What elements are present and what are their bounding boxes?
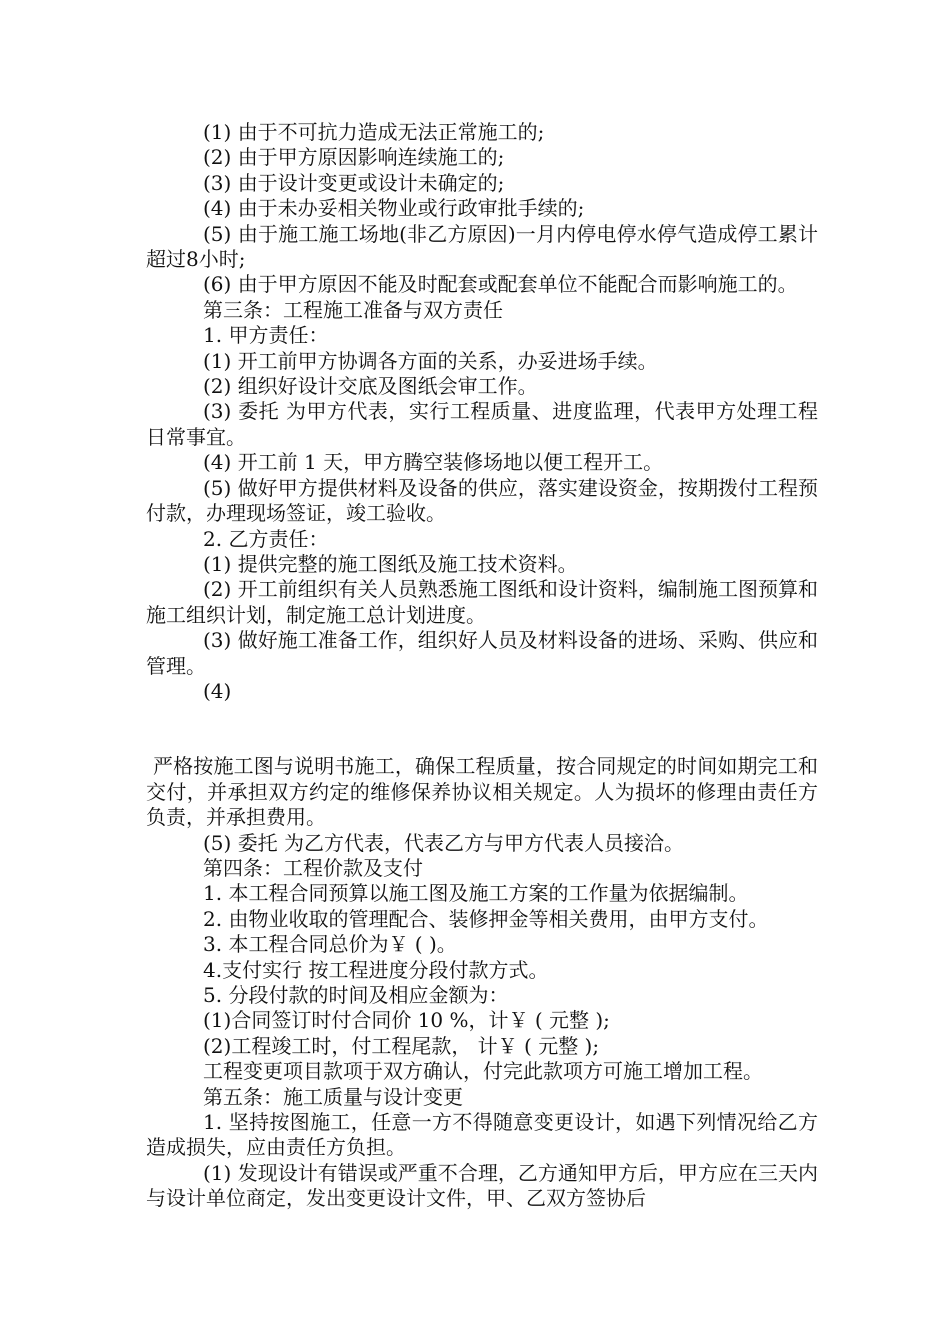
section-heading: 1. 甲方责任：: [203, 323, 329, 348]
clause-paragraph: (1) 发现设计有错误或严重不合理，乙方通知甲方后，甲方应在三天内与设计单位商定，发出变更设计文件，甲、乙双方签协后: [146, 1160, 818, 1211]
clause-paragraph: (2)工程竣工时，付工程尾款， 计￥ ( 元整 );: [203, 1033, 600, 1058]
clause-paragraph: (1) 开工前甲方协调各方面的关系，办妥进场手续。: [203, 348, 658, 373]
clause-paragraph: (6) 由于甲方原因不能及时配套或配套单位不能配合而影响施工的。: [203, 272, 798, 297]
clause-paragraph: (2) 开工前组织有关人员熟悉施工图纸和设计资料，编制施工图预算和施工组织计划，制定施工总计划进度。: [146, 577, 818, 627]
clause-paragraph: 工程变更项目款项于双方确认，付完此款项方可施工增加工程。: [203, 1059, 763, 1084]
clause-paragraph: 严格按施工图与说明书施工，确保工程质量，按合同规定的时间如期完工和交付，并承担双方约定的维修保养协议相关规定。人为损坏的修理由责任方负责，并承担费用。: [146, 754, 818, 830]
clause-paragraph: (2) 由于甲方原因影响连续施工的;: [203, 145, 505, 170]
clause-paragraph: (3) 由于设计变更或设计未确定的;: [203, 170, 505, 195]
clause-paragraph: (3) 做好施工准备工作，组织好人员及材料设备的进场、采购、供应和管理。: [146, 628, 818, 678]
article-heading: 第四条：工程价款及支付: [203, 855, 423, 880]
section-heading: 2. 乙方责任：: [203, 526, 329, 551]
clause-paragraph: (4): [203, 678, 232, 703]
clause-paragraph: (4) 开工前 1 天，甲方腾空装修场地以便工程开工。: [203, 450, 664, 475]
clause-paragraph: (3) 委托 为甲方代表，实行工程质量、进度监理，代表甲方处理工程日常事宜。: [146, 399, 818, 449]
clause-paragraph: (5) 由于施工施工场地(非乙方原因)一月内停电停水停气造成停工累计超过8小时;: [146, 221, 818, 272]
clause-paragraph: (4) 由于未办妥相关物业或行政审批手续的;: [203, 196, 585, 221]
clause-paragraph: (2) 组织好设计交底及图纸会审工作。: [203, 374, 538, 399]
clause-paragraph: 2. 由物业收取的管理配合、装修押金等相关费用，由甲方支付。: [203, 906, 769, 931]
contract-text-body: [146, 120, 818, 1212]
clause-paragraph: 1. 坚持按图施工，任意一方不得随意变更设计，如遇下列情况给乙方造成损失，应由责任方负担。: [146, 1110, 818, 1160]
clause-paragraph: 3. 本工程合同总价为￥ ( )。: [203, 932, 457, 957]
clause-paragraph: 4.支付实行 按工程进度分段付款方式。: [203, 957, 549, 982]
clause-paragraph: 1. 本工程合同预算以施工图及施工方案的工作量为依据编制。: [203, 881, 749, 906]
clause-paragraph: (1)合同签订时付合同价 10 %，计￥ ( 元整 );: [203, 1008, 610, 1033]
article-heading: 第三条：工程施工准备与双方责任: [203, 297, 503, 322]
clause-paragraph: (1) 提供完整的施工图纸及施工技术资料。: [203, 551, 578, 576]
clause-paragraph: 5. 分段付款的时间及相应金额为：: [203, 983, 509, 1007]
article-heading: 第五条：施工质量与设计变更: [203, 1084, 463, 1109]
clause-paragraph: (5) 委托 为乙方代表，代表乙方与甲方代表人员接洽。: [203, 830, 685, 855]
clause-paragraph: (1) 由于不可抗力造成无法正常施工的;: [203, 120, 545, 144]
clause-paragraph: (5) 做好甲方提供材料及设备的供应，落实建设资金，按期拨付工程预付款，办理现场签证，竣工验收。: [146, 475, 818, 526]
